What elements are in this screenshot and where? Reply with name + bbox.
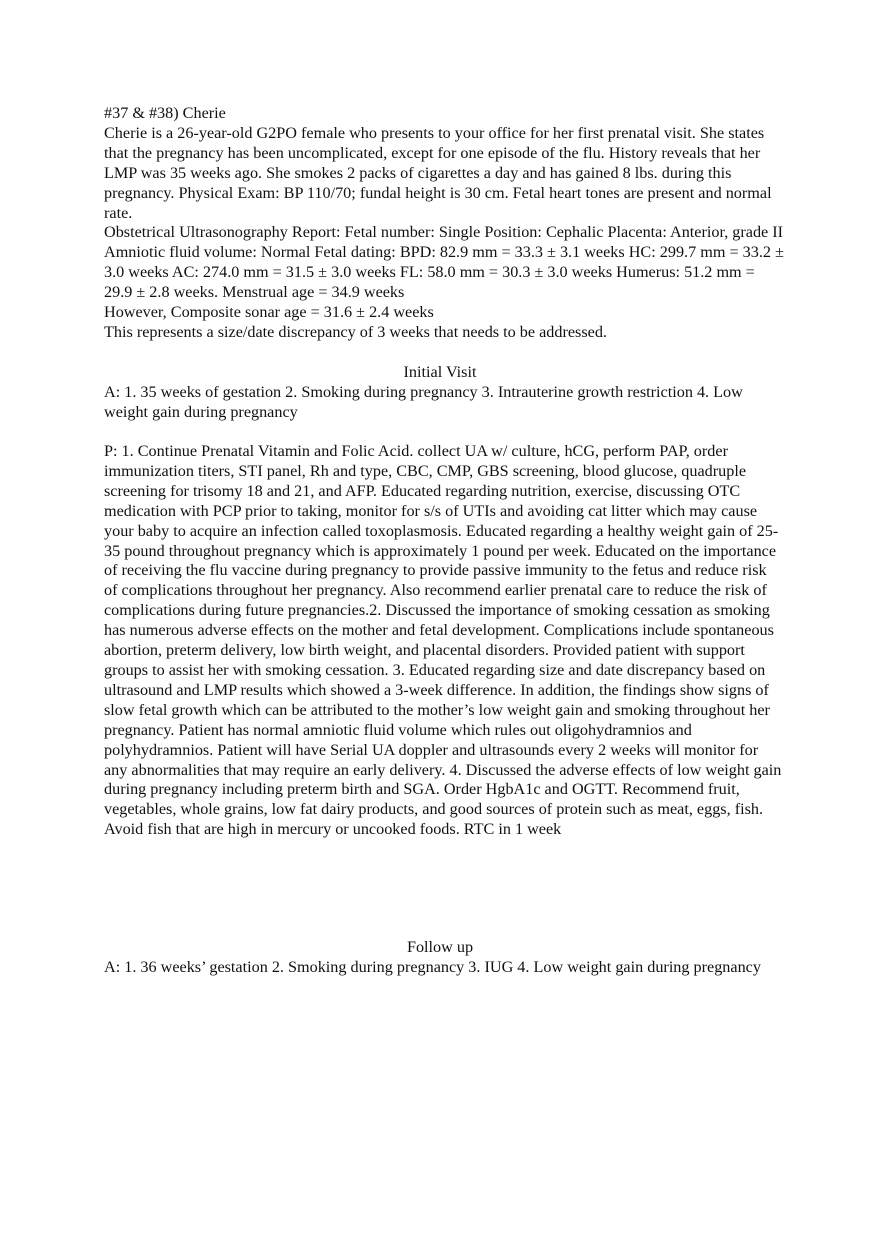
follow-up-assessment: A: 1. 36 weeks’ gestation 2. Smoking during pregnancy 3. IUG 4. Low weight gain during pregnancy xyxy=(104,958,761,976)
case-intro xyxy=(104,104,784,343)
follow-up-heading: Follow up xyxy=(406,938,474,956)
case-history: Cherie is a 26-year-old G2PO female who presents to your office for her first prenatal visit. She states that the pregnancy has been uncomplicated, except for one episode of the flu. History reveals that her LMP was 35 weeks ago. She smokes 2 packs of cigarettes a day and has gained 8 lbs. during this pregnancy. Physical Exam: BP 110/70; fundal height is 30 cm. Fetal heart tones are present and normal rate. xyxy=(104,123,772,222)
ultrasound-report: Obstetrical Ultrasonography Report: Fetal number: Single Position: Cephalic Placenta: Anterior, grade II Amniotic fluid volume: Normal Fetal dating: BPD: 82.9 mm = 33.3 ± 3.1 weeks HC: 299.7 mm = 33.2 ± 3.0 weeks AC: 274.0 mm = 31.5 ± 3.0 weeks FL: 58.0 mm = 30.3 ± 3.0 weeks Humerus: 51.2 mm = 29.9 ± 2.8 weeks. Menstrual age = 34.9 weeks xyxy=(104,223,784,302)
initial-visit-assessment: A: 1. 35 weeks of gestation 2. Smoking during pregnancy 3. Intrauterine growth restriction 4. Low weight gain during pregnancy xyxy=(104,383,743,421)
initial-visit-heading: Initial Visit xyxy=(403,363,477,381)
initial-visit-plan: P: 1. Continue Prenatal Vitamin and Folic Acid. collect UA w/ culture, hCG, perform PAP, order immunization titers, STI panel, Rh and type, CBC, CMP, GBS screening, blood glucose, quadruple screening for trisomy 18 and 21, and AFP. Educated regarding nutrition, exercise, discussing OTC medication with PCP prior to taking, monitor for s/s of UTIs and avoiding cat litter which may cause your baby to acquire an infection called toxoplasmosis. Educated regarding a healthy weight gain of 25-35 pound throughout pregnancy which is approximately 1 pound per week. Educated on the importance of receiving the flu vaccine during pregnancy to provide passive immunity to the fetus and reduce risk of complications throughout her pregnancy. Also recommend earlier prenatal care to reduce the risk of complications during future pregnancies.2. Discussed the importance of smoking cessation as smoking has numerous adverse effects on the mother and fetal development. Complications include spontaneous abortion, preterm delivery, low birth weight, and placental disorders. Provided patient with support groups to assist her with smoking cessation. 3. Educated regarding size and date discrepancy based on ultrasound and LMP results which showed a 3-week difference. In addition, the findings show signs of slow fetal growth which can be attributed to the mother’s low weight gain and smoking throughout her pregnancy. Patient has normal amniotic fluid volume which rules out oligohydramnios and polyhydramnios. Patient will have Serial UA doppler and ultrasounds every 2 weeks will monitor for any abnormalities that may require an early delivery. 4. Discussed the adverse effects of low weight gain during pregnancy including preterm birth and SGA. Order HgbA1c and OGTT. Recommend fruit, vegetables, whole grains, low fat dairy products, and good sources of protein such as meat, eggs, fish. Avoid fish that are high in mercury or uncooked foods. RTC in 1 week xyxy=(104,442,782,839)
case-title: #37 & #38) Cherie xyxy=(104,104,226,122)
composite-sonar-age: However, Composite sonar age = 31.6 ± 2.4 weeks xyxy=(104,303,434,322)
size-date-discrepancy: This represents a size/date discrepancy of 3 weeks that needs to be addressed. xyxy=(104,322,607,341)
